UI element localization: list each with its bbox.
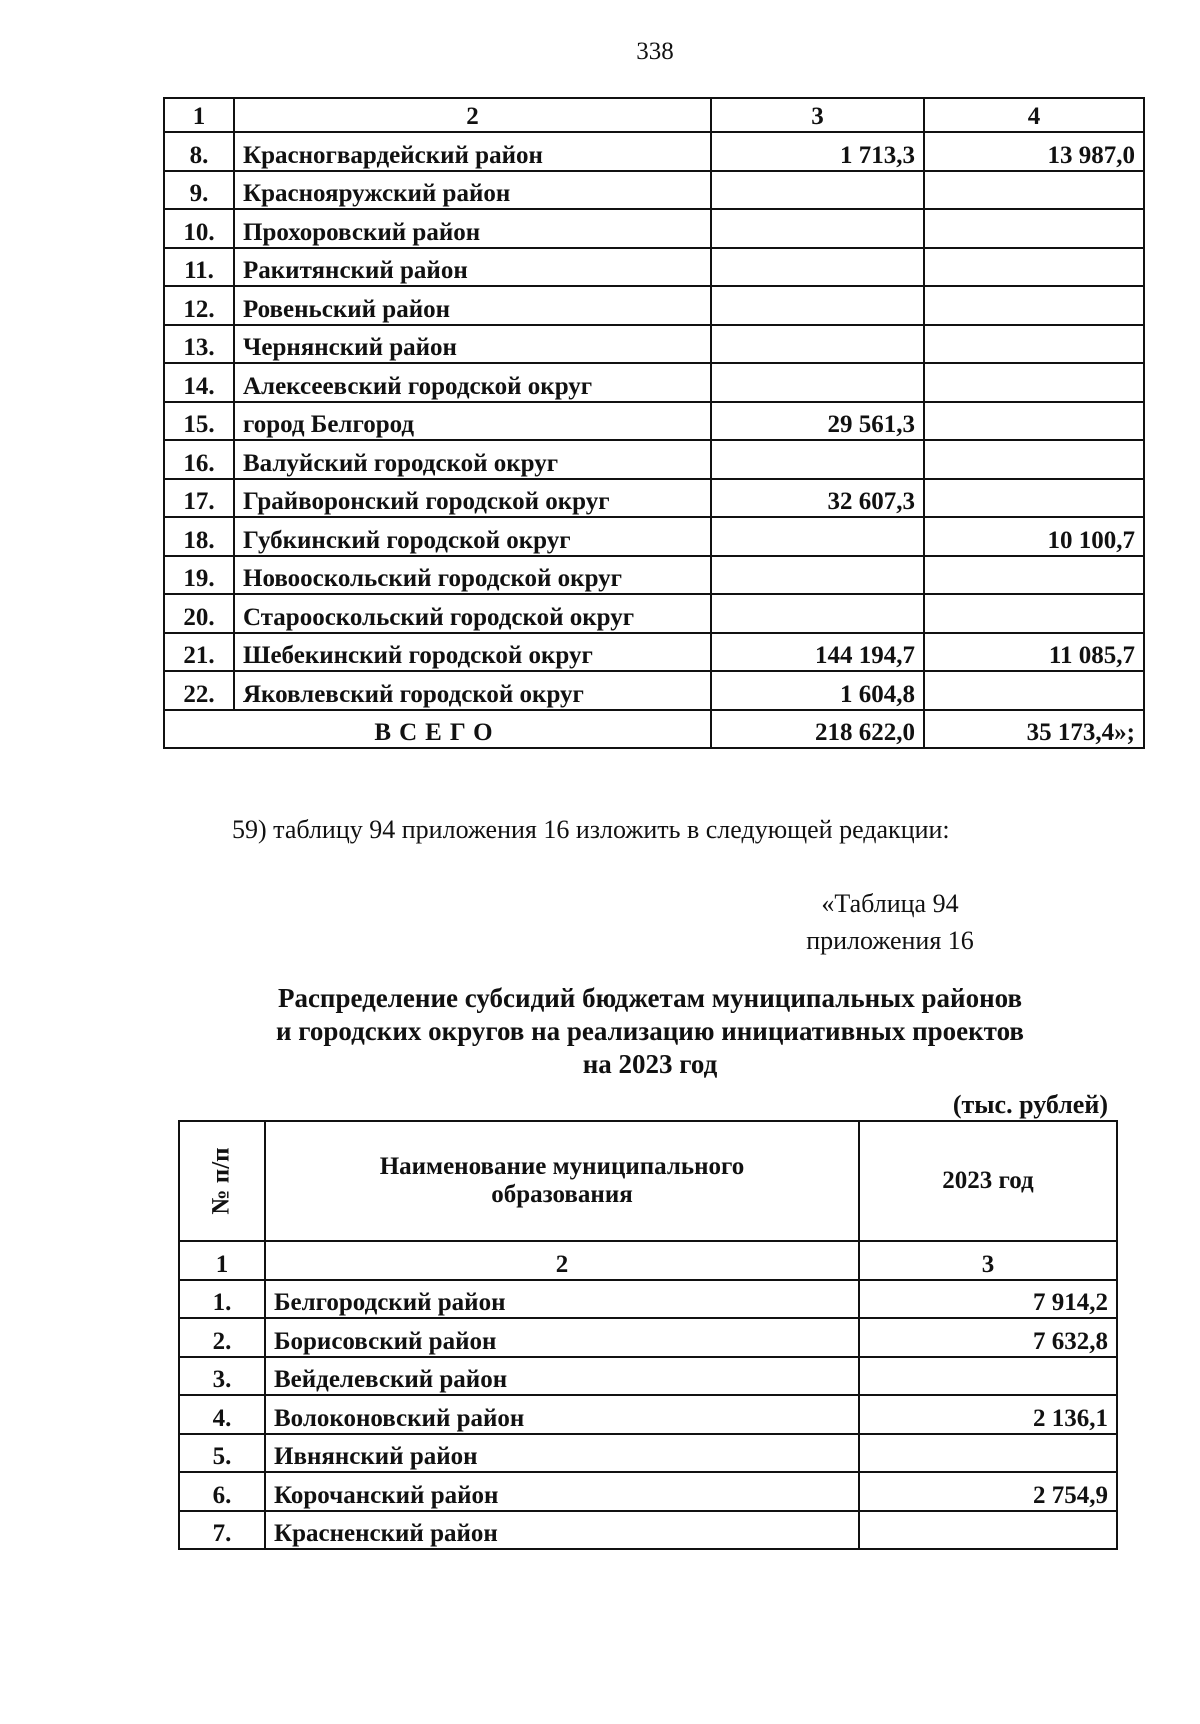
row-col4 (924, 248, 1144, 287)
row-name: Шебекинский городской округ (234, 633, 711, 672)
row-value: 7 632,8 (859, 1318, 1117, 1357)
row-col3: 29 561,3 (711, 402, 924, 441)
table-title (190, 982, 1110, 1081)
row-number: 1. (179, 1280, 265, 1319)
row-number: 19. (164, 556, 234, 595)
row-name: Корочанский район (265, 1472, 859, 1511)
table-row (164, 440, 1144, 479)
table-row (164, 517, 1144, 556)
table-row (179, 1357, 1117, 1396)
row-number: 18. (164, 517, 234, 556)
row-name: Вейделевский район (265, 1357, 859, 1396)
row-col3 (711, 556, 924, 595)
table-row (164, 402, 1144, 441)
table-label-line1: «Таблица 94 (821, 889, 959, 918)
row-value (859, 1357, 1117, 1396)
title-line1: Распределение субсидий бюджетам муниципальных районов (277, 983, 1023, 1013)
row-name: Волоконовский район (265, 1395, 859, 1434)
header-cell: 3 (711, 98, 924, 132)
row-name: Чернянский район (234, 325, 711, 364)
row-col4 (924, 556, 1144, 595)
table-row (164, 671, 1144, 710)
row-col3: 144 194,7 (711, 633, 924, 672)
row-number: 20. (164, 594, 234, 633)
row-col3 (711, 209, 924, 248)
index-cell: 2 (265, 1241, 859, 1280)
row-col3 (711, 286, 924, 325)
row-col3: 1 604,8 (711, 671, 924, 710)
row-name: Борисовский район (265, 1318, 859, 1357)
table-header-row (164, 98, 1144, 132)
row-number: 5. (179, 1434, 265, 1473)
row-number: 9. (164, 171, 234, 210)
table-row (164, 209, 1144, 248)
table-row (164, 286, 1144, 325)
row-col4 (924, 171, 1144, 210)
row-col3 (711, 248, 924, 287)
row-col3: 1 713,3 (711, 132, 924, 171)
table-94 (178, 1120, 1118, 1550)
row-col3 (711, 363, 924, 402)
row-col4 (924, 671, 1144, 710)
row-number: 2. (179, 1318, 265, 1357)
row-number: 22. (164, 671, 234, 710)
row-name: Красненский район (265, 1511, 859, 1550)
row-name: Яковлевский городской округ (234, 671, 711, 710)
table-continuation (163, 97, 1145, 749)
table-row (164, 132, 1144, 171)
row-name: Ровеньский район (234, 286, 711, 325)
row-value (859, 1511, 1117, 1550)
row-value (859, 1434, 1117, 1473)
row-value: 2 136,1 (859, 1395, 1117, 1434)
row-col3 (711, 594, 924, 633)
table-row (164, 248, 1144, 287)
row-col4 (924, 479, 1144, 518)
table-index-row (179, 1241, 1117, 1280)
index-cell: 1 (179, 1241, 265, 1280)
row-col3 (711, 440, 924, 479)
row-name: Старооскольский городской округ (234, 594, 711, 633)
table-row (164, 363, 1144, 402)
table-row (164, 479, 1144, 518)
row-number: 3. (179, 1357, 265, 1396)
head-col-number (179, 1121, 265, 1241)
row-number: 4. (179, 1395, 265, 1434)
row-name: Валуйский городской округ (234, 440, 711, 479)
header-cell: 2 (234, 98, 711, 132)
table-row (179, 1318, 1117, 1357)
row-name: Краснояружский район (234, 171, 711, 210)
table-row (164, 556, 1144, 595)
header-cell: 1 (164, 98, 234, 132)
row-col4 (924, 594, 1144, 633)
table-row (164, 633, 1144, 672)
row-name: Грайворонский городской округ (234, 479, 711, 518)
row-col4: 10 100,7 (924, 517, 1144, 556)
row-name: город Белгород (234, 402, 711, 441)
table-row (179, 1395, 1117, 1434)
table-label-line2: приложения 16 (806, 926, 974, 955)
total-col3: 218 622,0 (711, 710, 924, 749)
row-name: Белгородский район (265, 1280, 859, 1319)
row-number: 21. (164, 633, 234, 672)
amendment-paragraph: 59) таблицу 94 приложения 16 изложить в следующей редакции: (232, 815, 950, 844)
row-col4 (924, 440, 1144, 479)
row-name: Алексеевский городской округ (234, 363, 711, 402)
table-head-row (179, 1121, 1117, 1241)
row-name: Ракитянский район (234, 248, 711, 287)
row-number: 14. (164, 363, 234, 402)
page-number: 338 (636, 38, 674, 65)
table-row (164, 171, 1144, 210)
row-col4 (924, 325, 1144, 364)
row-name: Красногвардейский район (234, 132, 711, 171)
row-number: 12. (164, 286, 234, 325)
table-row (164, 325, 1144, 364)
title-line3: на 2023 год (582, 1049, 718, 1079)
row-name: Ивнянский район (265, 1434, 859, 1473)
row-number: 6. (179, 1472, 265, 1511)
row-number: 17. (164, 479, 234, 518)
row-col4 (924, 209, 1144, 248)
index-cell: 3 (859, 1241, 1117, 1280)
total-label: ВСЕГО (164, 710, 711, 749)
row-name: Прохоровский район (234, 209, 711, 248)
table-row (179, 1472, 1117, 1511)
row-col4 (924, 402, 1144, 441)
row-number: 7. (179, 1511, 265, 1550)
row-name: Губкинский городской округ (234, 517, 711, 556)
title-line2: и городских округов на реализацию инициативных проектов (276, 1016, 1024, 1046)
units-label: (тыс. рублей) (952, 1090, 1108, 1119)
row-value: 2 754,9 (859, 1472, 1117, 1511)
row-col4: 11 085,7 (924, 633, 1144, 672)
row-col3: 32 607,3 (711, 479, 924, 518)
row-number: 16. (164, 440, 234, 479)
row-col3 (711, 171, 924, 210)
row-number: 15. (164, 402, 234, 441)
header-cell: 4 (924, 98, 1144, 132)
head-col-year: 2023 год (859, 1121, 1117, 1241)
table-row (164, 594, 1144, 633)
table-row (179, 1511, 1117, 1550)
row-col4 (924, 363, 1144, 402)
row-col3 (711, 517, 924, 556)
row-name: Новооскольский городской округ (234, 556, 711, 595)
row-number: 13. (164, 325, 234, 364)
head-col-name: Наименование муниципального образования (265, 1121, 859, 1241)
row-value: 7 914,2 (859, 1280, 1117, 1319)
table-label (780, 885, 1000, 959)
total-col4: 35 173,4»; (924, 710, 1144, 749)
row-col3 (711, 325, 924, 364)
table-row (179, 1280, 1117, 1319)
row-number: 8. (164, 132, 234, 171)
head-number-label: № п/п (207, 1147, 235, 1215)
row-col4 (924, 286, 1144, 325)
row-col4: 13 987,0 (924, 132, 1144, 171)
table-row (179, 1434, 1117, 1473)
row-number: 10. (164, 209, 234, 248)
total-row (164, 710, 1144, 749)
row-number: 11. (164, 248, 234, 287)
